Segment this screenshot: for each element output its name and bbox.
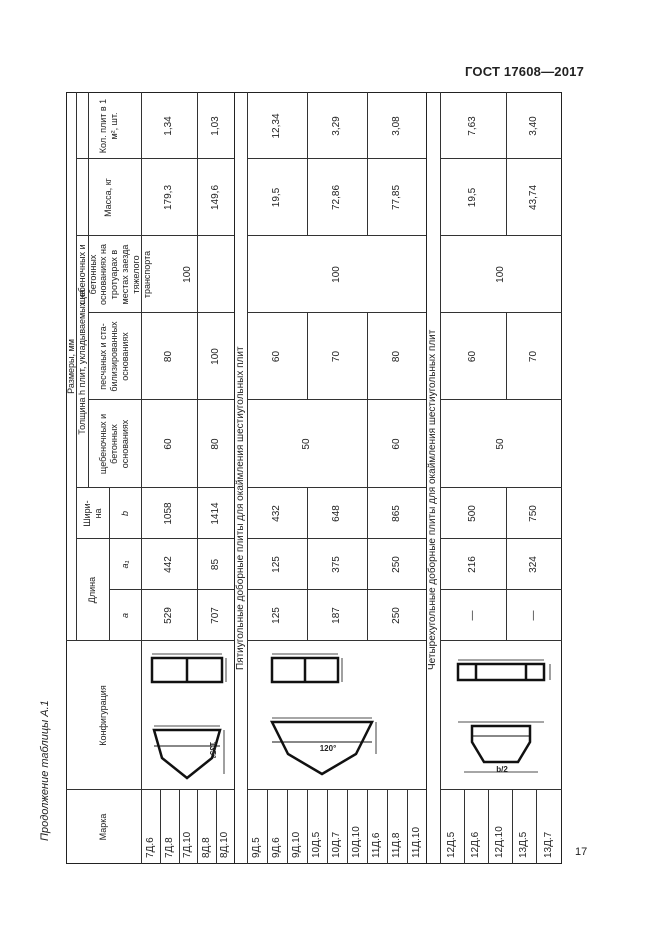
mark-cell: 8Д.10 <box>219 831 230 858</box>
col-sizes: Размеры, мм <box>65 339 76 394</box>
g2-r1-mass: 19,5 <box>271 187 282 208</box>
g2-r3-count: 3,08 <box>390 116 402 136</box>
g3-r2-count: 3,40 <box>527 116 539 136</box>
pentagon-plate-drawing <box>262 648 380 780</box>
g2-r3-b: 865 <box>390 505 402 522</box>
g1-r1-b: 1058 <box>163 502 174 525</box>
g1-r1-a1: 442 <box>163 556 174 573</box>
g1-r2-count: 1,03 <box>209 116 221 136</box>
group3-title: Четырехугольные доборные плиты для окаймления шестиугольных плит <box>427 329 438 670</box>
col-t1: щебеночных и бетонных основаниях <box>98 413 130 475</box>
col-marka: Марка <box>98 813 109 841</box>
g3-t3-merged: 100 <box>494 266 506 283</box>
g2-r2-t2: 70 <box>331 350 342 363</box>
col-length: Длина <box>87 576 98 604</box>
g2-r3-t1: 60 <box>390 438 402 450</box>
g2-r1-b: 432 <box>271 505 282 522</box>
g2-r3-a1: 250 <box>390 556 402 573</box>
g1-r2-t2: 100 <box>209 348 221 365</box>
g2-r2-a1: 375 <box>331 556 342 573</box>
g2-t1-merged: 50 <box>301 438 312 450</box>
col-thickness: Толщина h плит, укладываемых на <box>76 289 87 435</box>
g2-r1-t2: 60 <box>271 350 282 363</box>
g2-t3-merged: 100 <box>330 266 342 283</box>
g3-r1-b: 500 <box>467 505 478 522</box>
g2-r3-a: 250 <box>390 607 402 624</box>
mark-cell: 10Д.5 <box>311 831 322 858</box>
g1-r2-a1: 85 <box>209 558 221 571</box>
g1-r1-mass: 179,3 <box>163 184 174 211</box>
mark-cell: 11Д.6 <box>371 832 382 858</box>
col-a: a <box>119 613 130 619</box>
g2-r2-mass: 72,86 <box>331 184 342 211</box>
mark-cell: 12Д.10 <box>494 826 505 858</box>
g3-t1-merged: 50 <box>494 438 506 450</box>
dimension-label: b/2 <box>496 765 508 775</box>
col-t2: песчаных и ста-билизированных основаниях <box>98 321 130 392</box>
mark-cell: 10Д.10 <box>351 826 362 858</box>
g3-r1-t2: 60 <box>467 350 478 363</box>
col-a1: a₁ <box>119 560 130 569</box>
table-caption: Продолжение таблицы А.1 <box>39 700 51 841</box>
angle-label: 135° <box>207 741 217 759</box>
g2-r2-a: 187 <box>331 607 342 624</box>
mark-cell: 7Д.6 <box>144 837 156 858</box>
mark-cell: 11Д.8 <box>391 832 402 858</box>
g1-r1-a: 529 <box>163 607 174 624</box>
g1-r2-b: 1414 <box>209 502 221 525</box>
page-number: 17 <box>575 846 588 858</box>
g3-r1-mass: 19,5 <box>467 187 478 208</box>
rotated-table <box>66 92 562 864</box>
g1-r2-a: 707 <box>209 607 221 624</box>
g3-r2-b: 750 <box>527 505 539 522</box>
col-b: b <box>119 511 130 517</box>
mark-cell: 12Д.6 <box>470 831 481 858</box>
g3-r2-a1: 324 <box>527 556 539 573</box>
g3-r2-a: — <box>527 610 539 621</box>
col-t3: щебеночных и бетонных основаниях на тротуарах в местах заезда тяжелого транспорта <box>76 244 152 306</box>
col-width: Шири- на <box>81 500 103 527</box>
g2-r1-a1: 125 <box>271 556 282 573</box>
g3-r1-count: 7,63 <box>467 116 478 136</box>
g1-r2-t1: 80 <box>209 438 221 450</box>
col-config: Конфигурация <box>98 685 109 746</box>
mark-cell: 7Д.8 <box>163 837 175 858</box>
mark-cell: 7Д.10 <box>182 831 193 858</box>
mark-cell: 12Д.5 <box>446 831 457 858</box>
mark-cell: 9Д.6 <box>271 837 282 858</box>
mark-cell: 10Д.7 <box>331 831 342 858</box>
angle-label: 120° <box>319 744 337 754</box>
mark-cell: 8Д.8 <box>200 837 212 858</box>
g2-r2-count: 3,29 <box>331 116 342 136</box>
col-count: Кол. плит в 1 м², шт. <box>97 98 119 154</box>
g2-r1-a: 125 <box>271 607 282 624</box>
g1-r2-mass: 149,6 <box>209 184 221 211</box>
g2-r3-mass: 77,85 <box>390 184 402 211</box>
g3-r1-a1: 216 <box>467 556 478 573</box>
table-border-bottom <box>561 92 562 864</box>
mark-cell: 13Д.7 <box>542 831 554 858</box>
g1-r1-count: 1,34 <box>163 116 174 136</box>
col-mass: Масса, кг <box>103 178 114 217</box>
g3-r2-t2: 70 <box>527 350 539 363</box>
quadrangle-plate-drawing <box>446 648 556 782</box>
g2-r2-b: 648 <box>331 505 342 522</box>
group2-title: Пятиугольные доборные плиты для окаймления шестиугольных плит <box>235 346 246 670</box>
g1-r1-t1: 60 <box>163 438 174 450</box>
g1-r1-t2: 80 <box>163 350 174 363</box>
g3-r2-mass: 43,74 <box>527 184 539 211</box>
g3-r1-a: — <box>467 610 478 621</box>
standard-header: ГОСТ 17608—2017 <box>465 64 584 79</box>
g2-r3-t2: 80 <box>390 350 402 363</box>
mark-cell: 13Д.5 <box>518 831 529 858</box>
mark-cell: 9Д.10 <box>291 831 302 858</box>
g1-t3-merged: 100 <box>181 266 193 283</box>
mark-cell: 11Д.10 <box>410 826 422 858</box>
g2-r1-count: 12,34 <box>271 113 282 139</box>
mark-cell: 9Д.5 <box>251 837 262 858</box>
